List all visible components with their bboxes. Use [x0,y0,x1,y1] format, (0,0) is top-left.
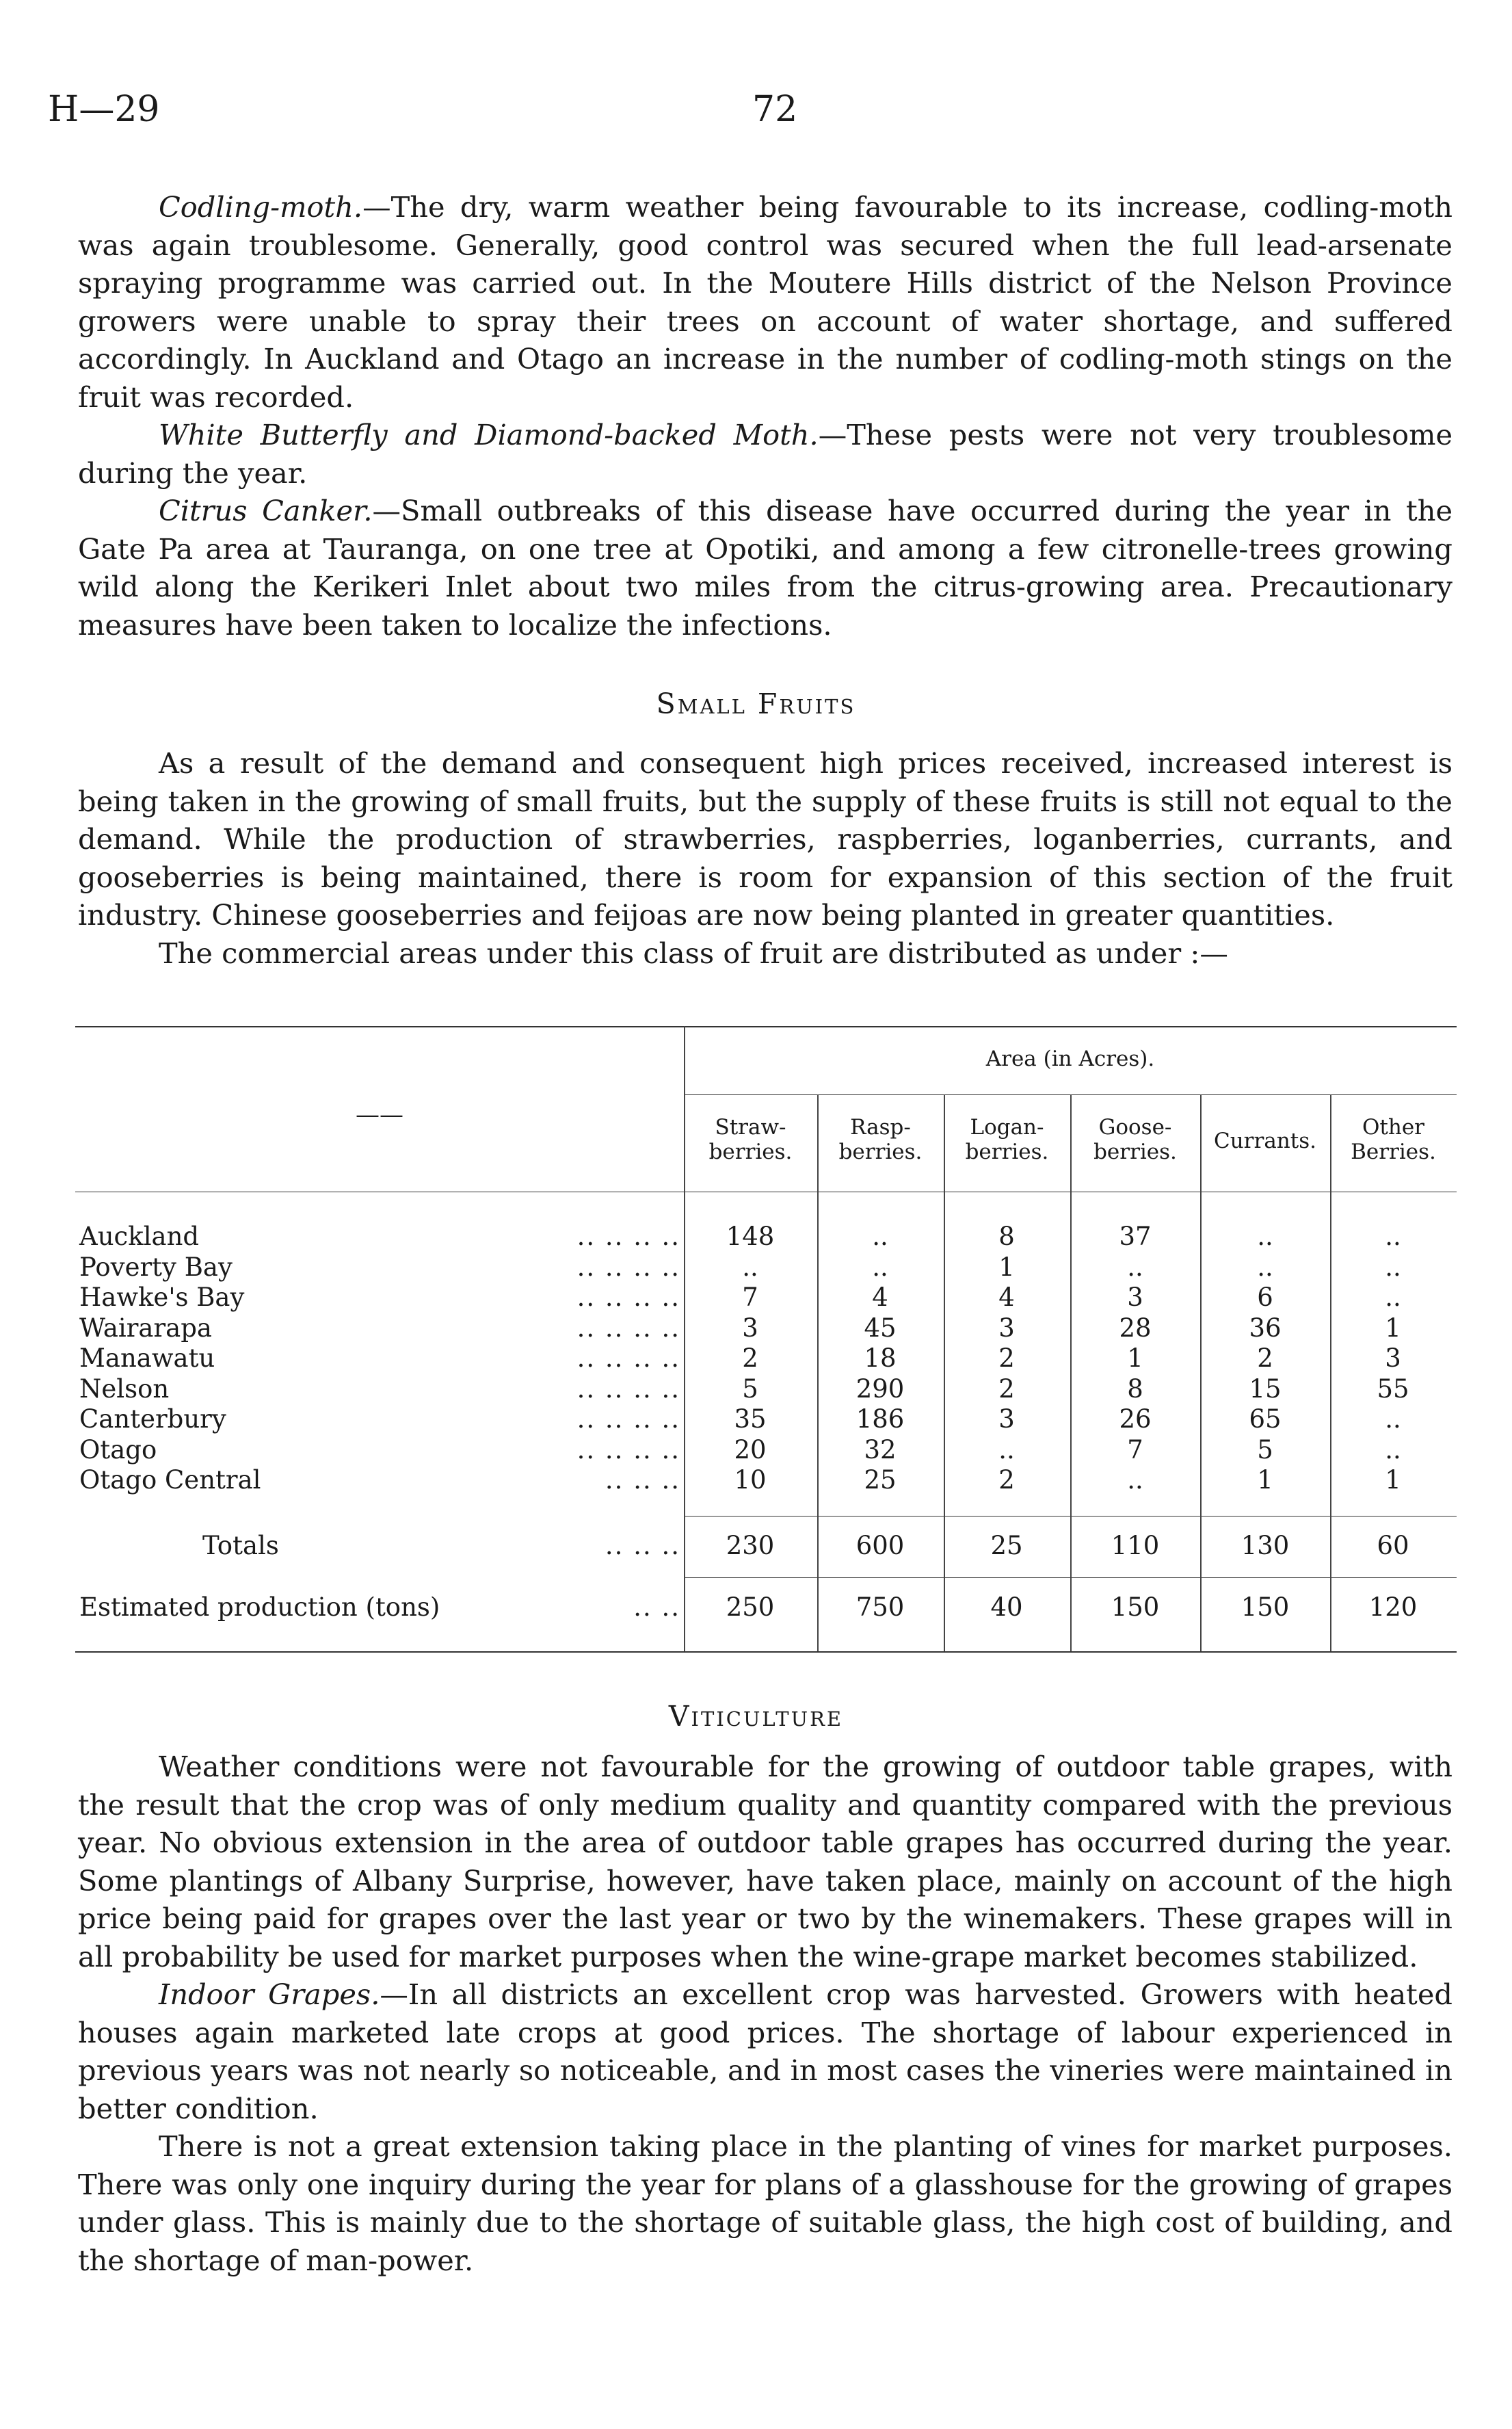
table-row-cell: 2 [1257,1343,1273,1373]
table-row-cell: 15 [1249,1374,1282,1404]
table-row-cell: .. [1385,1404,1401,1434]
table-row-cell: 290 [856,1374,905,1404]
col-header-line: Currants. [1214,1129,1316,1153]
table-bottom-rule [75,1651,1457,1653]
table-row-cell: .. [1385,1434,1401,1465]
col-divider [944,1094,945,1651]
indoor-grapes-text: —In all districts an excellent crop was harvested. Growers with heated houses again marketed late crops at good prices. The shortage of labour experienced in previous years was not nearly so noticeable, and in most cases the vineries were maintained in better condition. [78,1978,1453,2125]
totals-row-cell: 25 [990,1531,1023,1560]
totals-row-cell: 60 [1377,1531,1409,1560]
table-row-cell: 65 [1249,1404,1282,1434]
outdoor-grapes-paragraph: Weather conditions were not favourable for the growing of outdoor table grapes, with the result that the crop was of only medium quality and quantity compared with the previous year. No obvious extension in the area of outdoor table grapes has occurred during the year. Some plantings of Albany Surprise, however, have taken place, mainly on account of the high price being paid for grapes over the last year or two by the winemakers. These grapes will in all probability be used for market purposes when the wine-grape market becomes stabilized. [78,1750,1453,1973]
table-row-cell: .. [998,1434,1015,1465]
viticulture-text [78,1748,1453,2279]
table-row-leader-dots: .. .. .. .. [576,1434,680,1465]
table-row-cell: 8 [998,1222,1015,1251]
series-code: H—29 [48,89,160,130]
table-row-cell: 36 [1249,1313,1282,1343]
table-row-cell: .. [872,1252,888,1282]
table-row-cell: 37 [1119,1222,1152,1251]
col-header-line: Straw- [715,1115,786,1140]
table-row-label: Hawke's Bay [79,1283,245,1312]
col-header-line: Berries. [1351,1140,1436,1164]
small-fruits-paragraph: As a result of the demand and consequent high prices received, increased interest is being taken in the growing of small fruits, but the supply of these fruits is still not equal to the demand. While the production of strawberries, raspberries, loganberries, currants, and gooseberries is being maintained, there is room for expansion of this section of the fruit industry. Chinese gooseberries and feijoas are now being planted in greater quantities. [78,746,1453,932]
table-row-cell: .. [742,1252,758,1282]
production-row-cell: 250 [726,1592,775,1622]
col-header-strawberries [684,1115,817,1164]
col-header-line: berries. [838,1140,923,1164]
production-row-cell: 40 [990,1592,1023,1622]
production-row-cell: 150 [1111,1592,1160,1622]
col-header-line: berries. [965,1140,1049,1164]
table-intro: The commercial areas under this class of fruit are distributed as under :— [159,936,1228,970]
table-row-cell: 2 [998,1374,1015,1404]
citrus-canker-paragraph [78,492,1453,644]
table-row-cell: 3 [998,1404,1015,1434]
citrus-canker-title: Citrus Canker. [159,494,373,527]
table-row-cell: .. [872,1222,888,1251]
butterfly-paragraph [78,416,1453,492]
table-row-cell: 6 [1257,1283,1273,1312]
table-row-cell: .. [1385,1283,1401,1312]
totals-row-cell: 230 [726,1531,775,1560]
table-row-leader-dots: .. .. .. .. [576,1343,680,1373]
indoor-grapes-title: Indoor Grapes. [159,1978,380,2011]
col-header-currants [1200,1129,1330,1153]
table-top-rule [75,1026,1457,1027]
table-row-cell: 2 [742,1343,758,1373]
table-row-cell: 4 [872,1283,888,1312]
citrus-canker-text: —Small outbreaks of this disease have occurred during the year in the Gate Pa area at Tauranga, on one tree at Opotiki, and among a few citronelle-trees growing wild along the Kerikeri Inlet about two miles from the citrus-growing area. Precautionary measures have been taken to localize the infections. [78,494,1453,642]
table-row-cell: .. [1385,1252,1401,1282]
stub-header: —— [356,1101,403,1129]
table-row-cell: 10 [734,1465,767,1495]
table-row-leader-dots: .. .. .. [605,1465,680,1495]
col-divider [1200,1094,1202,1651]
table-row-cell: 25 [864,1465,897,1495]
small-fruits-heading: Small Fruits [656,687,856,720]
vines-extension-paragraph: There is not a great extension taking place in the planting of vines for market purposes. There was only one inquiry during the year for plans of a glasshouse for the growing of grapes under glass. This is mainly due to the shortage of suitable glass, the high cost of building, and the shortage of man-power. [78,2129,1453,2277]
col-header-line: Goose- [1098,1115,1172,1140]
totals-row-cell: 110 [1111,1531,1160,1560]
table-row-leader-dots: .. .. .. .. [576,1313,680,1343]
totals-row-label: Totals [202,1531,279,1560]
col-divider [1070,1094,1072,1651]
col-header-line: berries. [1093,1140,1177,1164]
table-row-leader-dots: .. .. .. .. [576,1404,680,1434]
table-row-leader-dots: .. .. .. .. [576,1222,680,1251]
table-row-cell: .. [1127,1252,1143,1282]
table-row-cell: 55 [1377,1374,1409,1404]
codling-moth-paragraph [78,188,1453,416]
table-row-cell: 7 [1127,1434,1143,1465]
production-row-cell: 150 [1241,1592,1290,1622]
table-row-cell: 148 [726,1222,775,1251]
production-row-leader-dots: .. .. [633,1592,680,1622]
production-row-cell: 120 [1368,1592,1418,1622]
table-row-cell: 3 [998,1313,1015,1343]
table-row-cell: 2 [998,1343,1015,1373]
col-header-loganberries [944,1115,1070,1164]
table-row-cell: 8 [1127,1374,1143,1404]
table-row-label: Auckland [79,1222,200,1251]
table-row-cell: 3 [1385,1343,1401,1373]
table-row-cell: 26 [1119,1404,1152,1434]
butterfly-title: White Butterfly and Diamond-backed Moth. [159,418,819,451]
table-row-leader-dots: .. .. .. .. [576,1283,680,1312]
table-row-cell: 1 [1127,1343,1143,1373]
col-header-raspberries [817,1115,944,1164]
production-row-label: Estimated production (tons) [79,1592,440,1622]
totals-row-leader-dots: .. .. .. [605,1531,680,1560]
table-row-cell: 1 [1385,1465,1401,1495]
codling-moth-text: —The dry, warm weather being favourable to its increase, codling-moth was again troublesome. Generally, good control was secured when the full lead-arsenate spraying programme was carried out. In the Moutere Hills district of the Nelson Province growers were unable to spray their trees on account of water shortage, and suffered accordingly. In Auckland and Otago an increase in the number of codling-moth stings on the fruit was recorded. [78,190,1453,414]
table-row-label: Wairarapa [79,1313,212,1343]
table-row-cell: 28 [1119,1313,1152,1343]
table-row-cell: .. [1127,1465,1143,1495]
table-row-label: Nelson [79,1374,170,1404]
table-row-cell: 3 [1127,1283,1143,1312]
pest-notes [78,188,1453,644]
production-row-cell: 750 [856,1592,905,1622]
table-row-cell: 1 [998,1252,1015,1282]
table-row-cell: 20 [734,1434,767,1465]
table-row-cell: 186 [856,1404,905,1434]
small-fruits-table [75,1026,1457,1655]
table-row-cell: 35 [734,1404,767,1434]
table-row-cell: 4 [998,1283,1015,1312]
table-row-cell: .. [1257,1252,1273,1282]
col-divider [817,1094,819,1651]
table-row-label: Otago [79,1434,157,1465]
table-row-cell: 32 [864,1434,897,1465]
col-header-line: Other [1362,1115,1424,1140]
table-row-cell: 3 [742,1313,758,1343]
viticulture-heading: Viticulture [668,1700,844,1733]
col-divider [1330,1094,1331,1651]
table-row-label: Manawatu [79,1343,215,1373]
table-row-leader-dots: .. .. .. .. [576,1374,680,1404]
table-row-label: Poverty Bay [79,1252,233,1282]
table-row-leader-dots: .. .. .. .. [576,1252,680,1282]
col-header-line: Logan- [970,1115,1044,1140]
col-header-other-berries [1330,1115,1457,1164]
butterfly-text: —These pests were not very troublesome during the year. [78,418,1453,490]
table-row-cell: 1 [1257,1465,1273,1495]
col-header-line: Rasp- [850,1115,911,1140]
col-header-gooseberries [1070,1115,1200,1164]
table-row-cell: 2 [998,1465,1015,1495]
table-row-cell: 5 [1257,1434,1273,1465]
table-row-cell: 5 [742,1374,758,1404]
table-row-label: Canterbury [79,1404,226,1434]
table-row-cell: 1 [1385,1313,1401,1343]
table-row-cell: .. [1385,1222,1401,1251]
table-row-cell: 7 [742,1283,758,1312]
col-header-line: berries. [708,1140,793,1164]
totals-row-cell: 600 [856,1531,905,1560]
table-row-cell: 18 [864,1343,897,1373]
totals-row-cell: 130 [1241,1531,1290,1560]
page-number: 72 [752,89,798,130]
small-fruits-text [78,744,1453,972]
table-row-label: Otago Central [79,1465,261,1495]
codling-moth-title: Codling-moth. [159,190,363,224]
area-group-header: Area (in Acres). [985,1047,1155,1071]
table-row-cell: 45 [864,1313,897,1343]
indoor-grapes-paragraph [78,1975,1453,2127]
table-row-cell: .. [1257,1222,1273,1251]
